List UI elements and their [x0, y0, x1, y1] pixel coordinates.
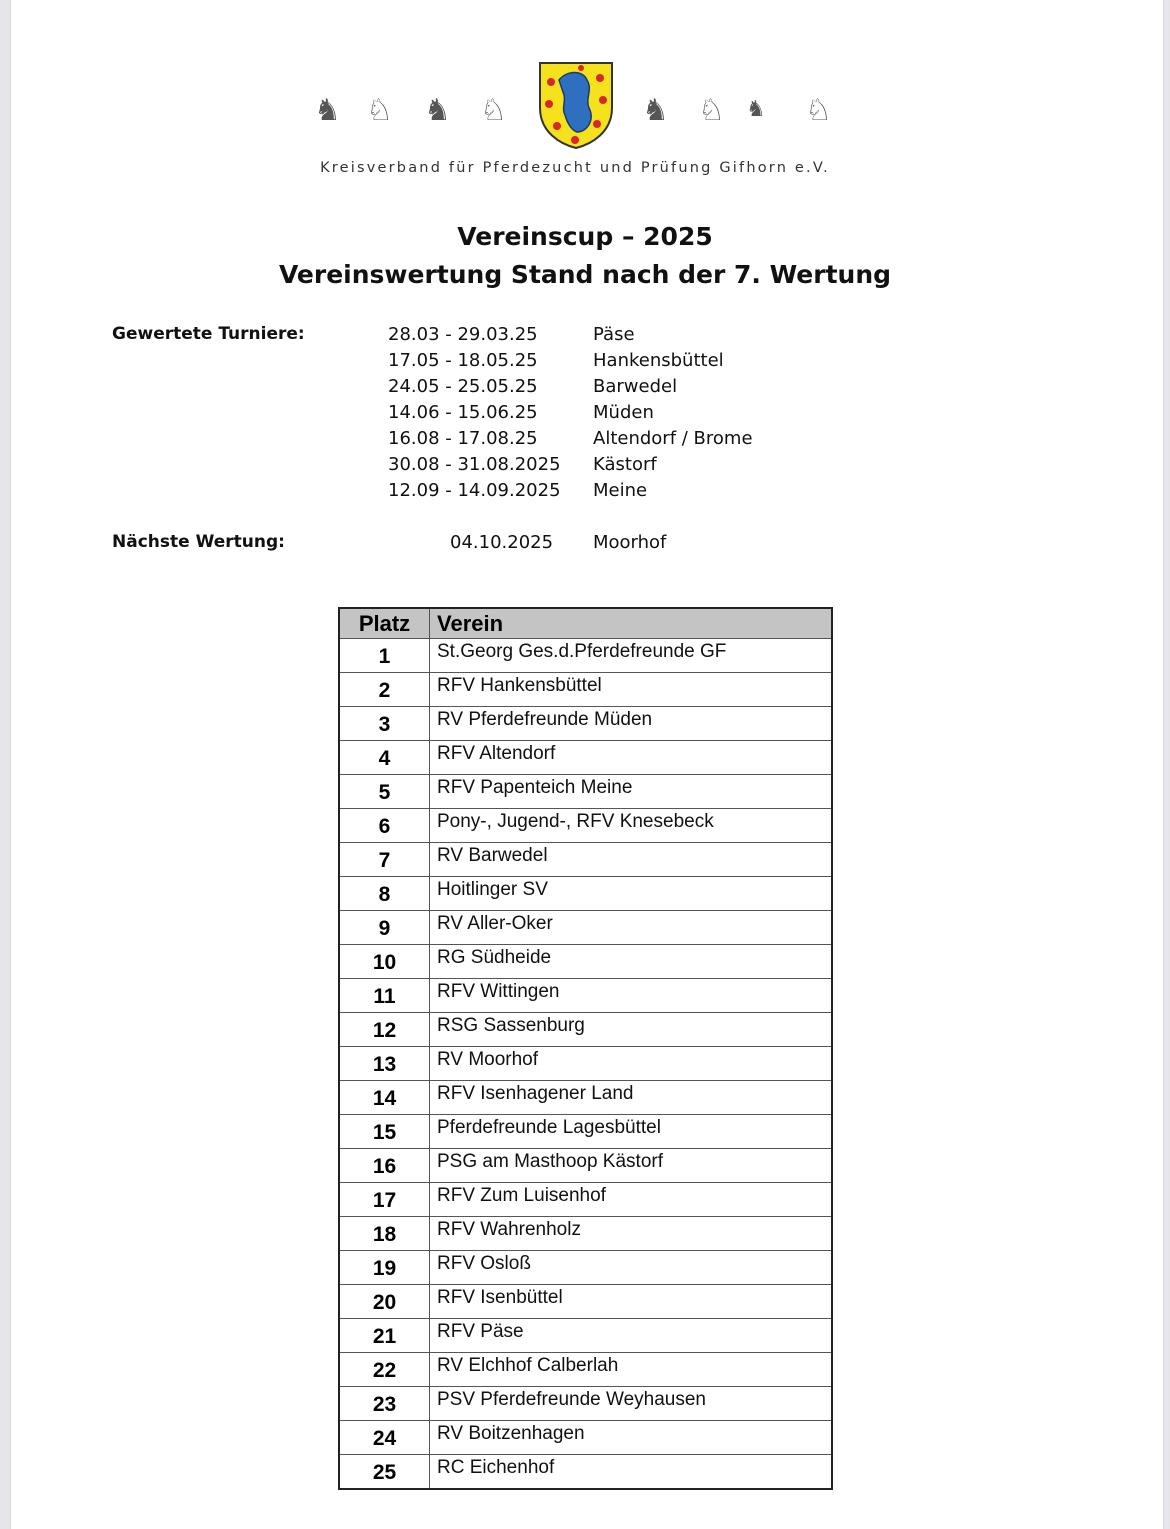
rank-cell: 7 — [339, 843, 430, 877]
tournament-place: Altendorf / Brome — [593, 428, 753, 449]
table-row — [339, 809, 832, 843]
table-row — [339, 1387, 832, 1421]
table-row — [339, 741, 832, 775]
table-row — [339, 775, 832, 809]
rank-cell: 4 — [339, 741, 430, 775]
tournament-date: 16.08 - 17.08.25 — [388, 428, 538, 449]
table-row — [339, 1285, 832, 1319]
table-row — [339, 1047, 832, 1081]
tournament-place: Kästorf — [593, 454, 657, 475]
tournament-date: 28.03 - 29.03.25 — [388, 324, 538, 345]
table-row — [339, 979, 832, 1013]
club-cell: RV Barwedel — [430, 843, 833, 877]
rank-cell: 1 — [339, 639, 430, 673]
table-row — [339, 1353, 832, 1387]
rank-cell: 17 — [339, 1183, 430, 1217]
horse-rider-icon: ♘ — [698, 94, 725, 127]
table-row — [339, 843, 832, 877]
tournament-place: Päse — [593, 324, 635, 345]
table-row — [339, 1217, 832, 1251]
club-cell: St.Georg Ges.d.Pferdefreunde GF — [430, 639, 833, 673]
pentathlon-icons: ♞ — [746, 96, 766, 121]
tournament-date: 14.06 - 15.06.25 — [388, 402, 538, 423]
table-row — [339, 707, 832, 741]
club-cell: RFV Osloß — [430, 1251, 833, 1285]
table-row — [339, 945, 832, 979]
rank-cell: 24 — [339, 1421, 430, 1455]
column-header-verein: Verein — [430, 608, 833, 639]
horse-rider-icon: ♘ — [480, 94, 507, 127]
club-cell: RFV Altendorf — [430, 741, 833, 775]
rank-cell: 25 — [339, 1455, 430, 1490]
rank-cell: 5 — [339, 775, 430, 809]
page-subtitle: Vereinswertung Stand nach der 7. Wertung — [278, 260, 892, 289]
table-row — [339, 1455, 832, 1490]
next-place: Moorhof — [593, 532, 667, 553]
rank-cell: 3 — [339, 707, 430, 741]
club-cell: RFV Isenbüttel — [430, 1285, 833, 1319]
club-cell: RV Pferdefreunde Müden — [430, 707, 833, 741]
rank-cell: 22 — [339, 1353, 430, 1387]
dressage-rider-icon: ♘ — [805, 94, 832, 127]
horse-eventing-icon: ♞ — [642, 94, 669, 127]
horse-jumping-icon: ♘ — [366, 94, 393, 127]
club-cell: PSV Pferdefreunde Weyhausen — [430, 1387, 833, 1421]
club-cell: RFV Päse — [430, 1319, 833, 1353]
column-header-platz: Platz — [339, 608, 430, 639]
horse-icon: ♞ — [314, 94, 341, 127]
rank-cell: 11 — [339, 979, 430, 1013]
rank-cell: 14 — [339, 1081, 430, 1115]
club-cell: RV Moorhof — [430, 1047, 833, 1081]
tournament-date: 12.09 - 14.09.2025 — [388, 480, 561, 501]
rank-cell: 18 — [339, 1217, 430, 1251]
club-cell: RV Elchhof Calberlah — [430, 1353, 833, 1387]
page-title: Vereinscup – 2025 — [457, 222, 713, 251]
table-header-row — [339, 608, 832, 639]
club-cell: RFV Hankensbüttel — [430, 673, 833, 707]
tournament-place: Meine — [593, 480, 648, 501]
club-cell: Hoitlinger SV — [430, 877, 833, 911]
organization-name: Kreisverband für Pferdezucht und Prüfung Gifhorn e.V. — [320, 160, 830, 176]
table-row — [339, 673, 832, 707]
tournament-date: 30.08 - 31.08.2025 — [388, 454, 561, 475]
rank-cell: 9 — [339, 911, 430, 945]
rank-cell: 16 — [339, 1149, 430, 1183]
rank-cell: 12 — [339, 1013, 430, 1047]
club-cell: RFV Zum Luisenhof — [430, 1183, 833, 1217]
table-row — [339, 1149, 832, 1183]
tournament-date: 17.05 - 18.05.25 — [388, 350, 538, 371]
rank-cell: 23 — [339, 1387, 430, 1421]
next-label: Nächste Wertung: — [112, 532, 285, 552]
rank-cell: 6 — [339, 809, 430, 843]
tournament-date: 24.05 - 25.05.25 — [388, 376, 538, 397]
rank-cell: 13 — [339, 1047, 430, 1081]
club-cell: Pony-, Jugend-, RFV Knesebeck — [430, 809, 833, 843]
rank-cell: 2 — [339, 673, 430, 707]
rank-cell: 10 — [339, 945, 430, 979]
horse-icon: ♞ — [424, 94, 451, 127]
table-row — [339, 1081, 832, 1115]
club-cell: RV Boitzenhagen — [430, 1421, 833, 1455]
club-cell: RC Eichenhof — [430, 1455, 833, 1490]
table-row — [339, 877, 832, 911]
coat-of-arms-icon — [537, 60, 615, 150]
ranking-body — [339, 639, 832, 1490]
tournament-place: Müden — [593, 402, 654, 423]
tournaments-label: Gewertete Turniere: — [112, 324, 305, 344]
club-cell: RFV Papenteich Meine — [430, 775, 833, 809]
rank-cell: 20 — [339, 1285, 430, 1319]
ranking-table — [338, 607, 833, 1490]
rank-cell: 15 — [339, 1115, 430, 1149]
logo-banner — [300, 58, 860, 154]
club-cell: RFV Wittingen — [430, 979, 833, 1013]
tournament-place: Barwedel — [593, 376, 678, 397]
table-row — [339, 639, 832, 673]
tournament-place: Hankensbüttel — [593, 350, 724, 371]
rank-cell: 21 — [339, 1319, 430, 1353]
table-row — [339, 911, 832, 945]
club-cell: RSG Sassenburg — [430, 1013, 833, 1047]
rank-cell: 19 — [339, 1251, 430, 1285]
table-row — [339, 1183, 832, 1217]
table-row — [339, 1115, 832, 1149]
table-row — [339, 1421, 832, 1455]
table-row — [339, 1319, 832, 1353]
club-cell: RV Aller-Oker — [430, 911, 833, 945]
table-row — [339, 1013, 832, 1047]
club-cell: PSG am Masthoop Kästorf — [430, 1149, 833, 1183]
club-cell: RFV Wahrenholz — [430, 1217, 833, 1251]
next-date: 04.10.2025 — [450, 532, 554, 553]
table-row — [339, 1251, 832, 1285]
rank-cell: 8 — [339, 877, 430, 911]
club-cell: RG Südheide — [430, 945, 833, 979]
club-cell: Pferdefreunde Lagesbüttel — [430, 1115, 833, 1149]
club-cell: RFV Isenhagener Land — [430, 1081, 833, 1115]
